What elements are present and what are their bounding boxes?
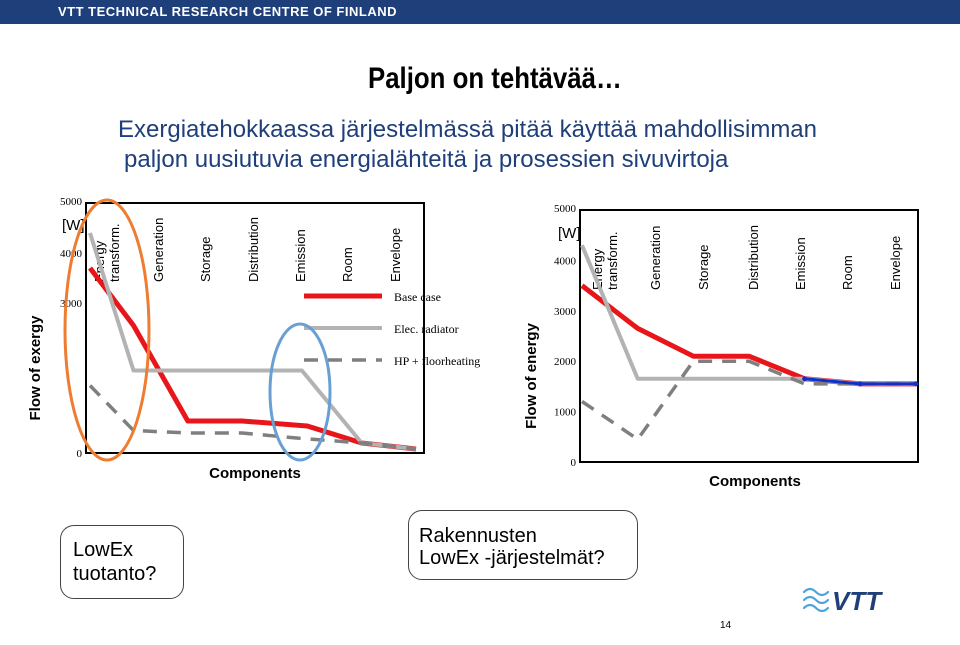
series-point bbox=[858, 381, 863, 386]
y-tick-label: 4000 bbox=[60, 248, 82, 260]
series-point bbox=[802, 376, 807, 381]
callout-line: LowEx bbox=[73, 539, 134, 561]
y-tick-label: 5000 bbox=[60, 196, 82, 208]
legend-label: Base case bbox=[394, 290, 441, 304]
callout-line: Rakennusten bbox=[419, 525, 537, 547]
category-label: Room bbox=[840, 255, 855, 290]
category-label: Distribution bbox=[246, 216, 261, 282]
category-label: Room bbox=[340, 247, 355, 282]
y-tick-label: 4000 bbox=[554, 255, 576, 268]
banner-text: VTT TECHNICAL RESEARCH CENTRE OF FINLAND bbox=[58, 4, 397, 19]
callout-line: tuotanto? bbox=[73, 563, 157, 585]
y-tick-label: 3000 bbox=[554, 305, 576, 318]
callout-lowex-production bbox=[60, 525, 184, 599]
y-tick-label: 0 bbox=[570, 457, 576, 469]
y-tick-label: 5000 bbox=[554, 203, 576, 215]
category-label: Emission bbox=[793, 237, 808, 290]
y-axis-title: Flow of energy bbox=[523, 323, 540, 429]
x-axis-title: Components bbox=[709, 473, 801, 490]
category-label: Energytransform. bbox=[92, 223, 122, 282]
y-unit-label: [W] bbox=[558, 225, 581, 242]
callout-building-lowex bbox=[408, 510, 638, 580]
series-line-dashed-grey bbox=[582, 361, 916, 439]
page-number: 14 bbox=[720, 620, 732, 631]
category-label: Emission bbox=[293, 229, 308, 282]
y-axis-title: Flow of exergy bbox=[27, 315, 44, 421]
x-axis-title: Components bbox=[209, 465, 301, 482]
y-tick-label: 3000 bbox=[60, 298, 82, 310]
subtitle-line-1: Exergiatehokkaassa järjestelmässä pitää käyttää mahdollisimman bbox=[118, 116, 817, 143]
logo-text: VTT bbox=[832, 586, 882, 616]
y-tick-label: 2000 bbox=[554, 356, 576, 369]
category-label: Generation bbox=[648, 225, 663, 290]
subtitle-line-2: paljon uusiutuvia energialähteitä ja prosessien sivuvirtoja bbox=[124, 146, 729, 173]
category-label: Energytransform. bbox=[590, 231, 620, 290]
legend-label: Elec. radiator bbox=[394, 322, 459, 336]
category-label: Envelope bbox=[388, 227, 403, 282]
y-unit-label: [W] bbox=[62, 217, 85, 234]
series-point bbox=[914, 381, 919, 386]
category-label: Storage bbox=[696, 244, 711, 290]
y-tick-label: 0 bbox=[76, 448, 82, 460]
callout-line: LowEx -järjestelmät? bbox=[419, 547, 605, 569]
category-label: Storage bbox=[198, 236, 213, 282]
vtt-logo bbox=[800, 582, 920, 616]
category-label: Generation bbox=[151, 217, 166, 282]
category-label: Envelope bbox=[888, 235, 903, 290]
y-tick-label: 1000 bbox=[554, 406, 576, 419]
category-label: Distribution bbox=[746, 224, 761, 290]
slide-title: Paljon on tehtävää… bbox=[368, 62, 622, 95]
legend-label: HP + floorheating bbox=[394, 354, 481, 368]
